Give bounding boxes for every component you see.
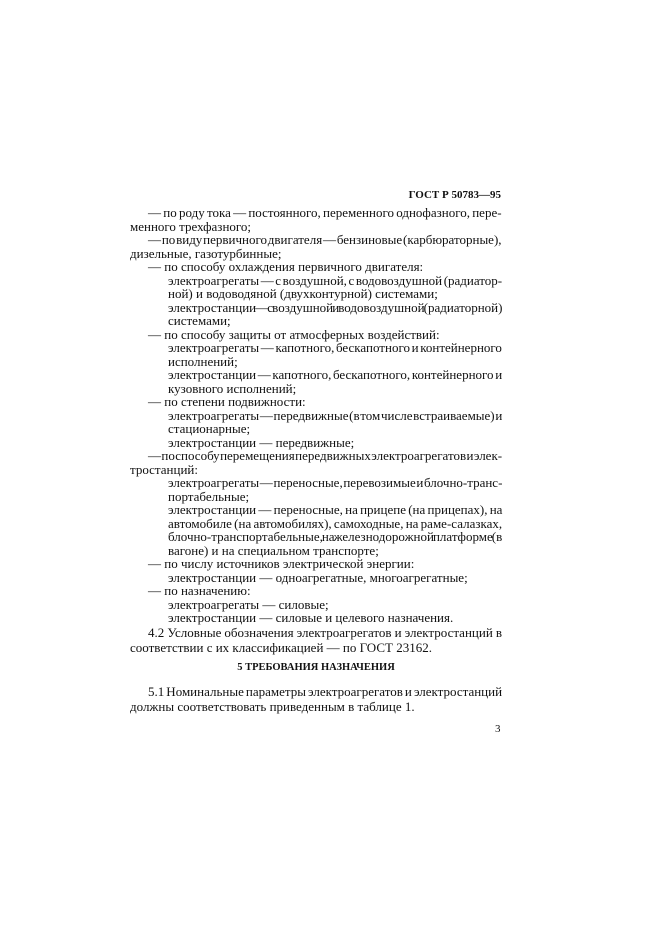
text-line: электроагрегаты — силовые; [168,596,329,612]
text-line: — по способу защиты от атмосферных воздействий: [148,326,440,342]
text-line: — по виду первичного двигателя — бензиновые (карбюраторные), [148,232,502,247]
text-line: блочно-транспортабельные, на железнодорожной платформе (в [168,529,503,544]
text-line: — по способу охлаждения первичного двигателя: [148,259,424,274]
text-line: — по роду тока — постоянного, переменного однофазного, пере- [148,205,502,220]
text-line: дизельные, газотурбинные; [130,245,282,261]
text-line: кузовного исполнений; [168,380,297,396]
text-line: электроагрегаты — капотного, бескапотного и контейнерного [168,340,502,355]
text-line: электростанции — с воздушной и водовоздушной (радиаторной) [168,299,503,315]
text-line: стационарные; [168,421,251,436]
text-line: исполнений; [168,353,238,369]
text-line: соответствии с их классификацией — по ГОСТ 23162. [130,640,432,655]
text-line: — по способу перемещения передвижных электроагрегатов и элек- [148,448,503,463]
text-line: электростанции — капотного, бескапотного, контейнерного и [168,367,503,382]
text-line: 5.1 Номинальные параметры электроагрегатов и электростанций [148,684,503,699]
text-line: — по числу источников электрической энергии: [148,556,415,571]
text-line: портабельные; [168,488,250,504]
text-line: автомобиле (на автомобилях), самоходные, на раме-салазках, [168,515,503,531]
text-line: электроагрегаты — с воздушной, с водовоздушной (радиатор- [168,272,503,288]
text-line: электростанции — передвижные; [168,434,355,450]
text-line: электроагрегаты — передвижные (в том числе встраиваемые) и [168,407,503,423]
text-line: должны соответствовать приведенным в таблице 1. [130,699,415,714]
document-header: ГОСТ Р 50783—95 [408,189,501,201]
text-line: — по степени подвижности: [148,394,306,409]
text-line: тростанций: [130,461,198,477]
text-line: ной) и водоводяной (двухконтурной) системами; [168,286,438,301]
text-line: электростанции — переносные, на прицепе (на прицепах), на [168,502,503,517]
text-line: менного трехфазного; [130,218,252,234]
text-line: системами; [168,313,231,328]
text-line: 4.2 Условные обозначения электроагрегатов и электростанций в [148,625,502,640]
text-line: электростанции — силовые и целевого назначения. [168,610,454,625]
text-line: электроагрегаты — переносные, перевозимые и блочно-транс- [168,475,503,490]
text-line: — по назначению: [148,583,251,598]
text-line: электростанции — одноагрегатные, многоагрегатные; [168,569,468,585]
section-heading: 5 ТРЕБОВАНИЯ НАЗНАЧЕНИЯ [237,662,395,673]
text-line: вагоне) и на специальном транспорте; [168,542,379,558]
page-number: 3 [495,723,501,735]
